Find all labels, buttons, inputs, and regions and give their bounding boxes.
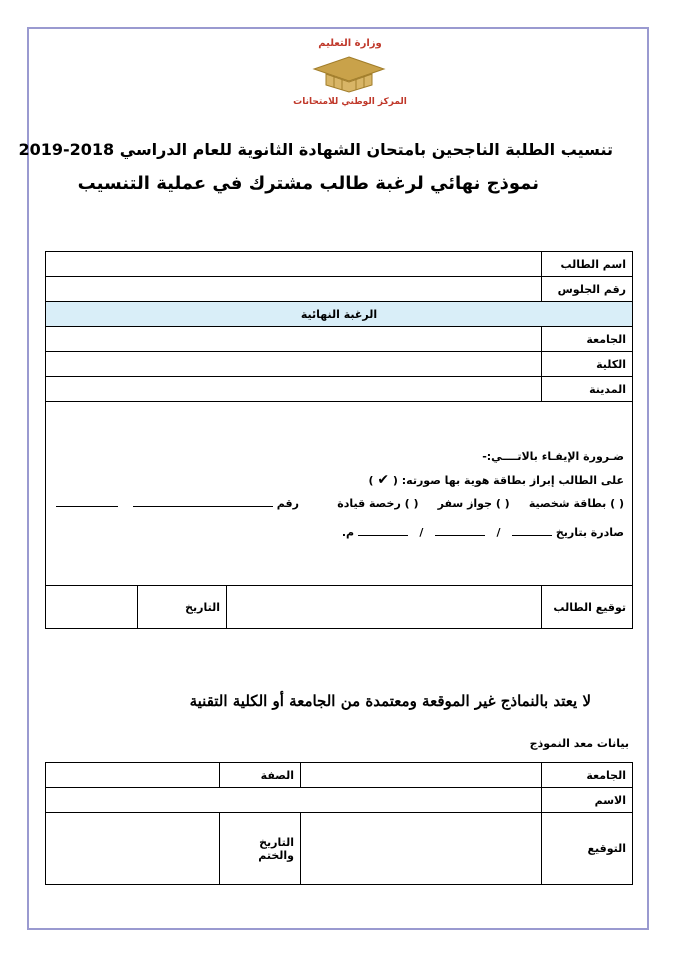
id-requirement bbox=[368, 472, 624, 488]
date-suffix: م. bbox=[341, 526, 355, 539]
preparer-position-field[interactable] bbox=[46, 763, 220, 788]
id-number-blank-2[interactable] bbox=[56, 496, 118, 507]
final-preference-header: الرغبة النهائية bbox=[46, 302, 633, 327]
notice-section bbox=[46, 402, 633, 586]
disclaimer-text: لا يعتد بالنماذج غير الموقعة ومعتمدة من الجامعة أو الكلية التقنية bbox=[189, 692, 591, 710]
id-number-label: رقم bbox=[276, 497, 299, 510]
preparer-signature-label: التوقيع bbox=[542, 813, 633, 885]
issue-month-blank[interactable] bbox=[435, 525, 485, 536]
final-preference-row bbox=[46, 302, 633, 327]
faculty-label: الكلية bbox=[542, 352, 633, 377]
check-mark-icon[interactable]: ✔ bbox=[377, 472, 390, 488]
city-field[interactable] bbox=[46, 377, 542, 402]
date-separator-1: / bbox=[496, 526, 501, 539]
passport-option[interactable]: ( ) جواز سفر bbox=[437, 497, 510, 510]
preparer-position-label: الصفة bbox=[220, 763, 301, 788]
issue-day-blank[interactable] bbox=[512, 525, 552, 536]
preparer-date-stamp-label: التاريخ والختم bbox=[220, 813, 301, 885]
preparer-name-field[interactable] bbox=[46, 788, 542, 813]
id-card-option[interactable]: ( ) بطاقة شخصية bbox=[528, 497, 625, 510]
faculty-row bbox=[46, 352, 633, 377]
license-option[interactable]: ( ) رخصة قيادة bbox=[337, 497, 419, 510]
city-row bbox=[46, 377, 633, 402]
faculty-field[interactable] bbox=[46, 352, 542, 377]
id-requirement-close: ) bbox=[368, 474, 374, 487]
student-name-field[interactable] bbox=[46, 252, 542, 277]
preparer-name-row bbox=[46, 788, 633, 813]
notice-heading: ضـرورة الإيفـاء بالاتــــي:- bbox=[482, 450, 625, 463]
seat-number-row bbox=[46, 277, 633, 302]
issue-date-line bbox=[342, 525, 624, 539]
city-label: المدينة bbox=[542, 377, 633, 402]
student-signature-label: توقيع الطالب bbox=[542, 586, 633, 629]
id-type-options bbox=[56, 496, 624, 510]
ministry-name: وزارة التعليم bbox=[318, 38, 382, 49]
student-signature-field[interactable] bbox=[227, 586, 542, 629]
preparer-signature-field[interactable] bbox=[301, 813, 542, 885]
signature-row bbox=[46, 586, 633, 629]
date-separator-2: / bbox=[419, 526, 424, 539]
preparer-signature-row bbox=[46, 813, 633, 885]
seat-number-label: رقم الجلوس bbox=[542, 277, 633, 302]
exam-center-name: المركز الوطني للامتحانات bbox=[293, 97, 407, 107]
issue-date-label: صادرة بتاريخ bbox=[555, 526, 625, 539]
graduation-cap-icon bbox=[312, 55, 386, 95]
university-row bbox=[46, 327, 633, 352]
preparer-university-row bbox=[46, 763, 633, 788]
preparer-university-label: الجامعة bbox=[542, 763, 633, 788]
preparer-university-field[interactable] bbox=[301, 763, 542, 788]
student-name-row bbox=[46, 252, 633, 277]
university-field[interactable] bbox=[46, 327, 542, 352]
preparer-table bbox=[45, 762, 633, 885]
issue-year-blank[interactable] bbox=[358, 525, 408, 536]
university-label: الجامعة bbox=[542, 327, 633, 352]
notice-row bbox=[46, 402, 633, 586]
student-form-table bbox=[45, 251, 633, 629]
form-subtitle: نموذج نهائي لرغبة طالب مشترك في عملية التنسيب bbox=[77, 173, 539, 194]
preparer-heading: بيانات معد النموذج bbox=[529, 737, 629, 750]
date-field[interactable] bbox=[46, 586, 138, 629]
date-label: التاريخ bbox=[138, 586, 227, 629]
preparer-date-stamp-field[interactable] bbox=[46, 813, 220, 885]
student-name-label: اسم الطالب bbox=[542, 252, 633, 277]
preparer-name-label: الاسم bbox=[542, 788, 633, 813]
id-number-blank-1[interactable] bbox=[133, 496, 273, 507]
id-requirement-text: على الطالب إبراز بطاقة هوية بها صورته: ( bbox=[392, 474, 625, 487]
page-title: تنسيب الطلبة الناجحين بامتحان الشهادة الثانوية للعام الدراسي 2018-2019 bbox=[18, 140, 613, 159]
seat-number-field[interactable] bbox=[46, 277, 542, 302]
